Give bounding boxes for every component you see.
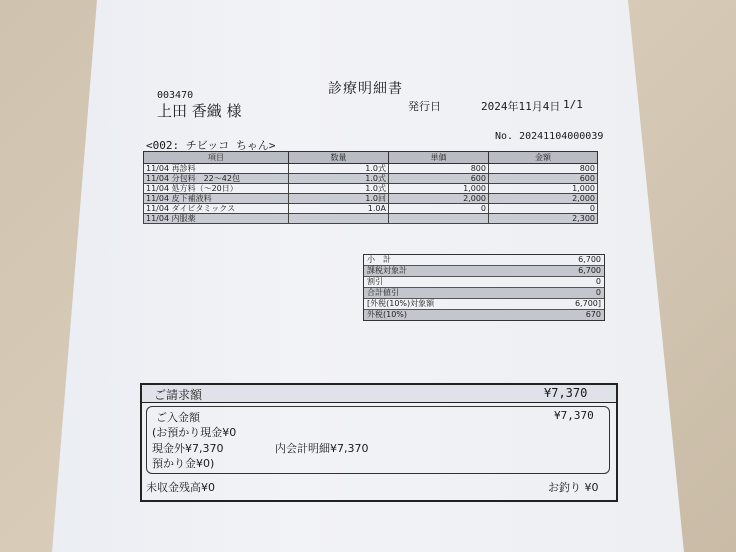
summary-row-tax — [364, 310, 604, 320]
document-number: No. 20241104000039 — [495, 131, 604, 142]
table-row — [144, 214, 598, 224]
summary-label: [外税(10%)対象額 — [367, 299, 435, 308]
cell-item: 11/04 皮下補液料 — [144, 194, 289, 204]
summary-value: 6,700 — [578, 255, 601, 264]
summary-row-taxable — [364, 266, 604, 277]
summary-label: 割引 — [367, 277, 383, 286]
issue-date: 2024年11月4日 — [481, 100, 561, 113]
table-row — [144, 174, 598, 184]
cell-amount: 600 — [489, 174, 598, 184]
items-table — [143, 151, 598, 224]
table-row — [144, 164, 598, 174]
cell-unit-price: 1,000 — [389, 184, 489, 194]
summary-row-tax-base — [364, 299, 604, 310]
deposit-cash-line: (お預かり現金¥0 — [152, 426, 237, 439]
cell-qty: 1.0式 — [289, 174, 389, 184]
deposit-line: 預かり金¥0) — [152, 457, 215, 470]
cell-qty: 1.0回 — [289, 194, 389, 204]
cell-qty: 1.0式 — [289, 164, 389, 174]
summary-row-subtotal — [364, 255, 604, 266]
table-row — [144, 194, 598, 204]
cell-item: 11/04 内服薬 — [144, 214, 289, 224]
billing-label: ご請求額 — [154, 388, 203, 402]
breakdown-line: 内会計明細¥7,370 — [275, 442, 369, 455]
cell-qty — [289, 214, 389, 224]
summary-label: 小 計 — [367, 255, 391, 264]
summary-value: 0 — [595, 277, 601, 286]
summary-label: 合計値引 — [367, 288, 399, 297]
received-label: ご入金額 — [156, 411, 200, 424]
invoice-box — [140, 383, 618, 502]
cell-unit-price: 600 — [389, 174, 489, 184]
cell-amount: 800 — [489, 164, 598, 174]
cell-unit-price: 2,000 — [389, 194, 489, 204]
col-header-qty: 数量 — [289, 152, 389, 164]
summary-row-discount — [364, 277, 604, 288]
col-header-unit-price: 単価 — [389, 152, 489, 164]
cell-unit-price: 0 — [389, 204, 489, 214]
summary-row-total-discount — [364, 288, 604, 299]
cell-unit-price: 800 — [389, 164, 489, 174]
col-header-amount: 金額 — [489, 152, 598, 164]
summary-value: 6,700 — [578, 266, 601, 275]
unpaid-balance: 未収金残高¥0 — [146, 481, 215, 494]
cell-qty: 1.0式 — [289, 184, 389, 194]
col-header-item: 項目 — [144, 152, 289, 164]
cell-item: 11/04 分包料 22～42包 — [144, 174, 289, 184]
page-number: 1/1 — [563, 98, 583, 111]
cell-item: 11/04 再診料 — [144, 164, 289, 174]
cell-amount: 0 — [489, 204, 598, 214]
table-header-row — [144, 152, 598, 164]
received-amount: ¥7,370 — [554, 409, 594, 422]
issue-date-label: 発行日 — [408, 100, 441, 113]
billing-amount: ¥7,370 — [544, 386, 588, 400]
non-cash-line: 現金外¥7,370 — [152, 442, 224, 455]
summary-value: 670 — [585, 310, 601, 319]
table-row — [144, 184, 598, 194]
cell-qty: 1.0A — [289, 204, 389, 214]
patient-id: 003470 — [157, 90, 194, 101]
change-amount: お釣り ¥0 — [548, 481, 599, 494]
cell-amount: 2,300 — [489, 214, 598, 224]
cell-unit-price — [389, 214, 489, 224]
summary-value: 6,700] — [574, 299, 601, 308]
summary-label: 課税対象計 — [367, 266, 407, 275]
document-title: 診療明細書 — [328, 81, 403, 97]
pet-name: <002: チビッコ ちゃん> — [146, 139, 276, 152]
cell-amount: 2,000 — [489, 194, 598, 204]
patient-name: 上田 香織 様 — [157, 102, 242, 120]
cell-item: 11/04 処方料（～20日） — [144, 184, 289, 194]
cell-item: 11/04 ダイビタミックス — [144, 204, 289, 214]
table-row — [144, 204, 598, 214]
summary-value: 0 — [595, 288, 601, 297]
summary-box — [363, 254, 605, 321]
summary-label: 外税(10%) — [367, 310, 408, 319]
cell-amount: 1,000 — [489, 184, 598, 194]
